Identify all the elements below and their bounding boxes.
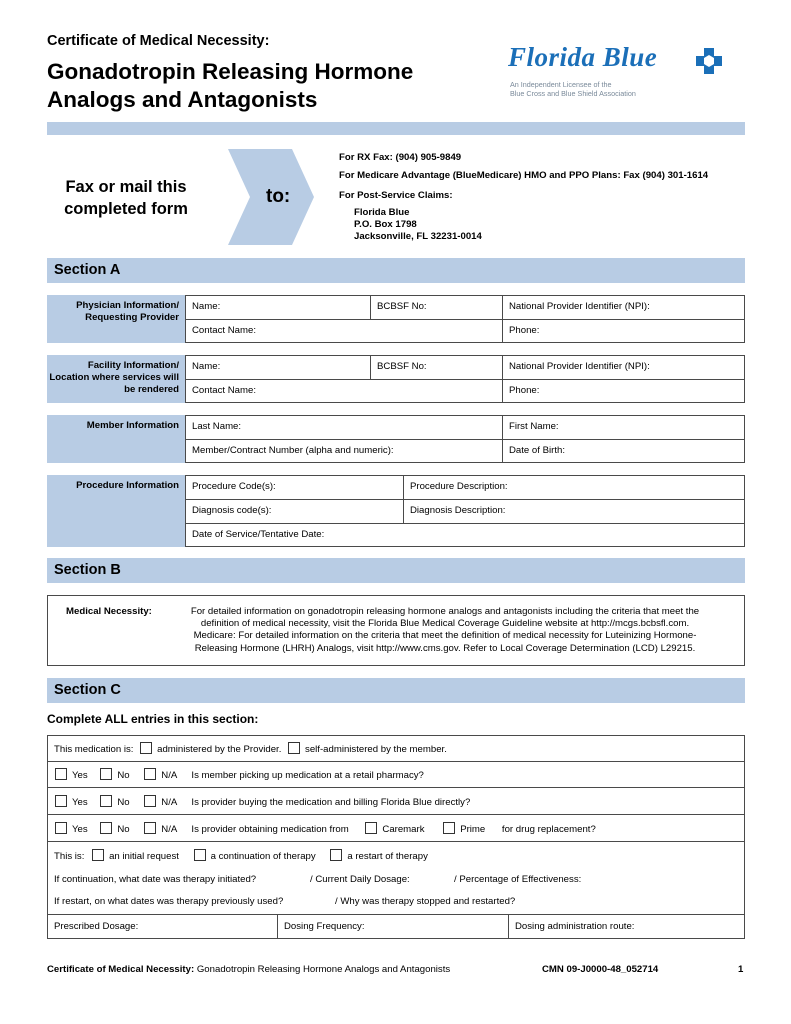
rx-fax: For RX Fax: (904) 905-9849 bbox=[339, 152, 462, 163]
member-first-name-field[interactable]: First Name: bbox=[502, 415, 745, 440]
facility-npi-field[interactable]: National Provider Identifier (NPI): bbox=[502, 355, 745, 380]
self-administered-checkbox[interactable] bbox=[288, 742, 300, 754]
address-line-2: P.O. Box 1798 bbox=[354, 219, 417, 230]
q3-na-checkbox[interactable] bbox=[144, 822, 156, 834]
facility-info-label: Facility Information/ Location where services will be rendered bbox=[47, 355, 185, 403]
procedure-codes-field[interactable]: Procedure Code(s): bbox=[185, 475, 404, 500]
facility-contact-field[interactable]: Contact Name: bbox=[185, 379, 503, 403]
restart-dates-field[interactable]: If restart, on what dates was therapy previously used? bbox=[54, 896, 284, 907]
medical-necessity-text: For detailed information on gonadotropin releasing hormone analogs and antagonists including the criteria that meet the definition of medical necessity, visit the Florida Blue Medical Coverage Guideline website at http://mcgs.bcbsfl.com. Medicare: For detailed information on the criteria that meet the definition of medical necessity for Luteinizing Hormone- Releasing Hormone (LHRH) Analogs, visit http://www.cms.gov. Refer to Local Coverage Determination (LCD) L29215. bbox=[190, 606, 700, 654]
caremark-checkbox[interactable] bbox=[365, 822, 377, 834]
title-line-2: Analogs and Antagonists bbox=[47, 87, 318, 112]
section-c-instruction: Complete ALL entries in this section: bbox=[47, 712, 259, 726]
florida-blue-logo bbox=[508, 42, 744, 104]
physician-info-label: Physician Information/ Requesting Provider bbox=[47, 295, 185, 343]
medical-necessity-label: Medical Necessity: bbox=[66, 606, 152, 617]
header-divider-bar bbox=[47, 122, 745, 135]
member-info-label: Member Information bbox=[47, 415, 185, 463]
billing-row: Yes No N/A Is provider buying the medication and billing Florida Blue directly? bbox=[55, 795, 470, 808]
restart-checkbox[interactable] bbox=[330, 849, 342, 861]
address-line-1: Florida Blue bbox=[354, 207, 410, 218]
section-c-table bbox=[47, 735, 745, 939]
facility-info-group bbox=[47, 355, 745, 403]
drug-source-row: Yes No N/A Is provider obtaining medication from Caremark Prime for drug replacement? bbox=[55, 822, 596, 835]
footer-form-code: CMN 09-J0000-48_052714 bbox=[542, 964, 659, 975]
member-dob-field[interactable]: Date of Birth: bbox=[502, 439, 745, 463]
continuation-checkbox[interactable] bbox=[194, 849, 206, 861]
footer-label: Certificate of Medical Necessity: bbox=[47, 964, 195, 975]
prescribed-dosage-field[interactable]: Prescribed Dosage: bbox=[54, 921, 139, 932]
facility-phone-field[interactable]: Phone: bbox=[502, 379, 745, 403]
diagnosis-description-field[interactable]: Diagnosis Description: bbox=[403, 499, 745, 524]
medicare-fax: For Medicare Advantage (BlueMedicare) HMO and PPO Plans: Fax (904) 301-1614 bbox=[339, 170, 709, 181]
address-line-3: Jacksonville, FL 32231-0014 bbox=[354, 231, 482, 242]
member-contract-field[interactable]: Member/Contract Number (alpha and numeric): bbox=[185, 439, 503, 463]
footer-text: Gonadotropin Releasing Hormone Analogs and Antagonists bbox=[196, 964, 451, 975]
section-b-header: Section B bbox=[47, 558, 745, 583]
initial-request-checkbox[interactable] bbox=[92, 849, 104, 861]
page-title bbox=[47, 58, 467, 114]
title-line-1: Gonadotropin Releasing Hormone bbox=[47, 59, 414, 84]
procedure-description-field[interactable]: Procedure Description: bbox=[403, 475, 745, 500]
facility-name-field[interactable]: Name: bbox=[185, 355, 371, 380]
q2-yes-checkbox[interactable] bbox=[55, 795, 67, 807]
dosing-frequency-field[interactable]: Dosing Frequency: bbox=[284, 921, 365, 932]
logo-subtitle: An Independent Licensee of the Blue Cross and Blue Shield Association bbox=[510, 80, 636, 98]
logo-wordmark: Florida Blue bbox=[508, 42, 658, 72]
physician-phone-field[interactable]: Phone: bbox=[502, 319, 745, 343]
dosing-route-field[interactable]: Dosing administration route: bbox=[515, 921, 635, 932]
service-date-field[interactable]: Date of Service/Tentative Date: bbox=[185, 523, 745, 547]
facility-bcbsf-field[interactable]: BCBSF No: bbox=[370, 355, 503, 380]
fax-instruction: Fax or mail this completed form bbox=[64, 178, 188, 218]
prime-checkbox[interactable] bbox=[443, 822, 455, 834]
procedure-info-group bbox=[47, 475, 745, 547]
physician-info-group bbox=[47, 295, 745, 343]
q1-no-checkbox[interactable] bbox=[100, 768, 112, 780]
form-pretitle: Certificate of Medical Necessity: bbox=[47, 33, 270, 49]
physician-name-field[interactable]: Name: bbox=[185, 295, 371, 320]
q2-no-checkbox[interactable] bbox=[100, 795, 112, 807]
member-last-name-field[interactable]: Last Name: bbox=[185, 415, 503, 440]
procedure-info-label: Procedure Information bbox=[47, 475, 185, 547]
page-number: 1 bbox=[738, 964, 744, 975]
cross-shield-icon bbox=[694, 46, 724, 76]
q1-na-checkbox[interactable] bbox=[144, 768, 156, 780]
request-type-row: This is: an initial request a continuation of therapy a restart of therapy bbox=[54, 851, 428, 862]
current-dosage-field[interactable]: / Current Daily Dosage: bbox=[310, 874, 410, 885]
why-stopped-field[interactable]: / Why was therapy stopped and restarted? bbox=[335, 896, 516, 907]
post-service-label: For Post-Service Claims: bbox=[339, 190, 453, 201]
provider-administered-checkbox[interactable] bbox=[140, 742, 152, 754]
physician-contact-field[interactable]: Contact Name: bbox=[185, 319, 503, 343]
section-c-header: Section C bbox=[47, 678, 745, 703]
q1-yes-checkbox[interactable] bbox=[55, 768, 67, 780]
medication-admin-row: This medication is: administered by the Provider. self-administered by the member. bbox=[54, 744, 447, 755]
section-a-header: Section A bbox=[47, 258, 745, 283]
q3-no-checkbox[interactable] bbox=[100, 822, 112, 834]
q2-na-checkbox[interactable] bbox=[144, 795, 156, 807]
to-label: to: bbox=[266, 186, 291, 207]
q3-yes-checkbox[interactable] bbox=[55, 822, 67, 834]
continuation-date-field[interactable]: If continuation, what date was therapy initiated? bbox=[54, 874, 257, 885]
effectiveness-field[interactable]: / Percentage of Effectiveness: bbox=[454, 874, 582, 885]
physician-npi-field[interactable]: National Provider Identifier (NPI): bbox=[502, 295, 745, 320]
physician-bcbsf-field[interactable]: BCBSF No: bbox=[370, 295, 503, 320]
member-info-group bbox=[47, 415, 745, 463]
retail-pharmacy-row: Yes No N/A Is member picking up medication at a retail pharmacy? bbox=[55, 768, 424, 781]
diagnosis-codes-field[interactable]: Diagnosis code(s): bbox=[185, 499, 404, 524]
